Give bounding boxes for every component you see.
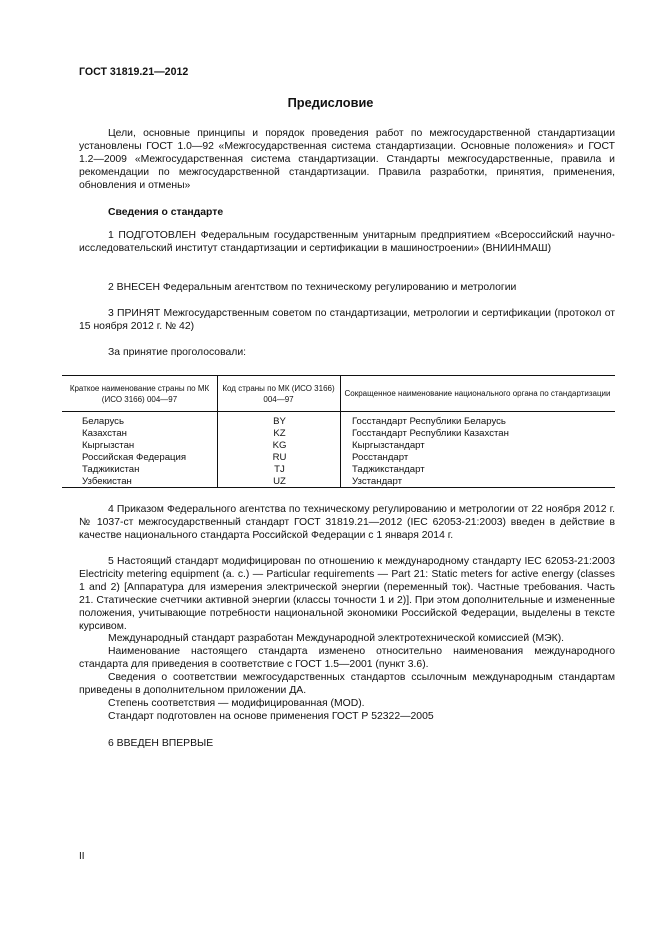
table-cell-code: BY [273, 416, 286, 427]
item-5 [79, 556, 615, 724]
table-cell-code: KZ [273, 428, 286, 439]
member-states-table [62, 375, 615, 488]
document-header: ГОСТ 31819.21—2012 [79, 66, 189, 78]
item-3: 3 ПРИНЯТ Межгосударственным советом по стандартизации, метрологии и сертификации (протокол от 15 ноября 2012 г. № 42) [79, 308, 615, 332]
table-cell-org: Узстандарт [352, 476, 403, 487]
item-5-refs-note: Сведения о соответствии межгосударственных стандартов ссылочным международным стандартам приведены в дополнительном приложении ДА. [79, 672, 615, 697]
table-divider [217, 376, 218, 487]
table-cell-code: TJ [274, 464, 285, 475]
table-cell-country: Таджикистан [82, 464, 140, 475]
item-5-iec-note: Международный стандарт разработан Международной электротехнической комиссией (МЭК). [108, 633, 565, 645]
table-cell-org: Госстандарт Республики Казахстан [352, 428, 509, 439]
table-cell-country: Беларусь [82, 416, 124, 427]
intro-paragraph: Цели, основные принципы и порядок проведения работ по межгосударственной стандартизации установлены ГОСТ 1.0—92 «Межгосударственная система стандартизации. Основные положения» и ГОСТ 1.2—2009 «Межгосударственная система стандартизации. Стандарты межгосударственные, правила и рекомендации по межгосударственной стандартизации. Правила разработки, принятия, применения, обновления и отмены» [79, 128, 615, 191]
item-5-degree-note: Степень соответствия — модифицированная (MOD). [108, 697, 365, 709]
table-header-country: Краткое наименование страны по МК (ИСО 3166) 004—97 [62, 376, 217, 412]
table-divider [340, 376, 341, 487]
table-cell-org: Таджикстандарт [352, 464, 425, 475]
item-6: 6 ВВЕДЕН ВПЕРВЫЕ [108, 738, 214, 749]
item-5-name-note: Наименование настоящего стандарта изменено относительно наименования международного стандарта для приведения в соответствие с ГОСТ 1.5—2001 (пункт 3.6). [79, 646, 615, 671]
table-header-org: Сокращенное наименование национального органа по стандартизации [340, 376, 615, 412]
item-1: 1 ПОДГОТОВЛЕН Федеральным государственным унитарным предприятием «Всероссийский научно-исследовательский институт стандартизации и сертификации в машиностроении» (ВНИИНМАШ) [79, 230, 615, 254]
item-2: 2 ВНЕСЕН Федеральным агентством по техническому регулированию и метрологии [108, 282, 517, 293]
table-cell-org: Госстандарт Республики Беларусь [352, 416, 506, 427]
section-title: Сведения о стандарте [108, 207, 224, 218]
table-cell-code: RU [272, 452, 287, 463]
item-5-basis-note: Стандарт подготовлен на основе применения ГОСТ Р 52322—2005 [108, 710, 434, 722]
table-cell-country: Российская Федерация [82, 452, 187, 463]
table-cell-country: Казахстан [82, 428, 127, 439]
table-cell-org: Росстандарт [352, 452, 409, 463]
page-title: Предисловие [287, 95, 374, 110]
table-cell-country: Кыргызстан [82, 440, 135, 451]
table-header-code: Код страны по МК (ИСО 3166) 004—97 [217, 376, 340, 412]
voted-label: За принятие проголосовали: [108, 347, 247, 358]
table-cell-code: KG [272, 440, 287, 451]
item-4: 4 Приказом Федерального агентства по техническому регулированию и метрологии от 22 ноября 2012 г. № 1037-ст межгосударственный стандарт ГОСТ 31819.21—2012 (IEC 62053-21:2003) введен в действие в качестве национального стандарта Российской Федерации с 1 января 2014 г. [79, 504, 615, 541]
table-cell-country: Узбекистан [82, 476, 132, 487]
table-cell-org: Кыргызстандарт [352, 440, 425, 451]
item-5-text: 5 Настоящий стандарт модифицирован по отношению к международному стандарту IEC 62053-21:2003 Electricity metering equipment (a. c.) — Particular requirements — Part 21: Static meters for active energy (classes 1 and 2) [Аппаратура для измерения электрической энергии (переменный ток). Частные требования. Часть 21. Статические счетчики активной энергии (классы точности 1 и 2)]. При этом дополнительные и измененные положения, учитывающие потребности национальной экономики Российской Федерации, выделены в тексте курсивом. [79, 556, 615, 632]
table-cell-code: UZ [273, 476, 286, 487]
page-number: II [79, 851, 85, 862]
